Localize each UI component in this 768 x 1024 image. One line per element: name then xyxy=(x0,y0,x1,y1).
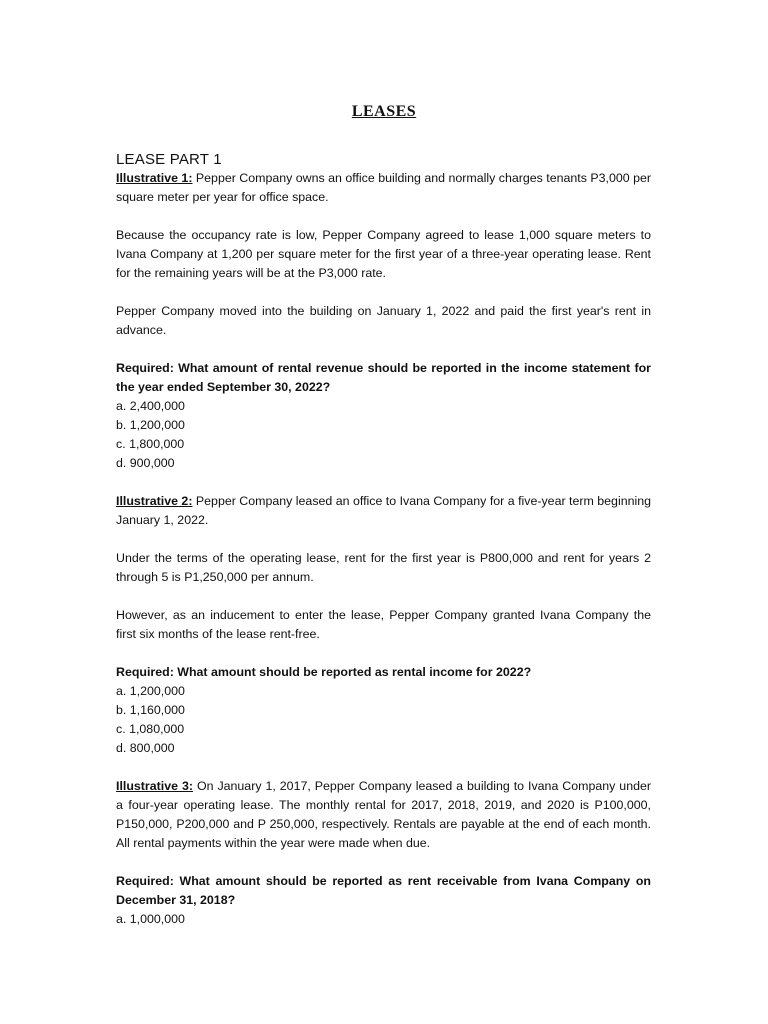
choice-item: a. 1,200,000 xyxy=(116,684,185,698)
document-title: LEASES xyxy=(351,103,417,120)
illustrative-1-paragraph: Pepper Company moved into the building on January 1, 2022 and paid the first year's rent in advance. xyxy=(116,304,651,337)
illustrative-2-required: Required: What amount should be reported as rental income for 2022? xyxy=(116,665,532,679)
illustrative-2-label: Illustrative 2: xyxy=(116,494,193,508)
illustrative-2-paragraph: However, as an inducement to enter the lease, Pepper Company granted Ivana Company the first six months of the lease rent-free. xyxy=(116,608,651,641)
choice-item: d. 900,000 xyxy=(116,456,175,470)
section-heading: LEASE PART 1 xyxy=(116,151,222,168)
illustrative-1-intro xyxy=(116,169,651,207)
illustrative-1-label: Illustrative 1: xyxy=(116,171,193,185)
choice-item: b. 1,160,000 xyxy=(116,703,185,717)
illustrative-2 xyxy=(116,492,651,758)
illustrative-1 xyxy=(116,169,651,473)
document-body xyxy=(116,150,651,929)
illustrative-2-text: Pepper Company leased an office to Ivana Company for a five-year term beginning January 1, 2022. xyxy=(116,494,652,527)
illustrative-1-text: Pepper Company owns an office building and normally charges tenants P3,000 per square meter per year for office space. xyxy=(116,171,652,204)
choice-item: a. 2,400,000 xyxy=(116,399,185,413)
choice-item: b. 1,200,000 xyxy=(116,418,185,432)
illustrative-3-text: On January 1, 2017, Pepper Company leased a building to Ivana Company under a four-year operating lease. The monthly rental for 2017, 2018, 2019, and 2020 is P100,000, P150,000, P200,000 and P 250,000, respectively. Rentals are payable at the end of each month. All rental payments within the year were made when due. xyxy=(116,779,652,850)
illustrative-1-choices xyxy=(116,397,651,473)
illustrative-2-choices xyxy=(116,682,651,758)
choice-item: c. 1,800,000 xyxy=(116,437,185,451)
illustrative-3-intro xyxy=(116,777,651,853)
choice-item: d. 800,000 xyxy=(116,741,175,755)
illustrative-2-intro xyxy=(116,492,651,530)
illustrative-3 xyxy=(116,777,651,929)
illustrative-3-choices xyxy=(116,910,651,929)
illustrative-3-required: Required: What amount should be reported as rent receivable from Ivana Company on December 31, 2018? xyxy=(116,874,651,907)
illustrative-3-label: Illustrative 3: xyxy=(116,779,193,793)
illustrative-2-paragraph: Under the terms of the operating lease, rent for the first year is P800,000 and rent for years 2 through 5 is P1,250,000 per annum. xyxy=(116,551,651,584)
choice-item: a. 1,000,000 xyxy=(116,912,185,926)
illustrative-1-paragraph: Because the occupancy rate is low, Pepper Company agreed to lease 1,000 square meters to Ivana Company at 1,200 per square meter for the first year of a three-year operating lease. Rent for the remaining years will be at the P3,000 rate. xyxy=(116,228,651,280)
illustrative-1-required: Required: What amount of rental revenue should be reported in the income statement for the year ended September 30, 2022? xyxy=(116,361,651,394)
choice-item: c. 1,080,000 xyxy=(116,722,185,736)
